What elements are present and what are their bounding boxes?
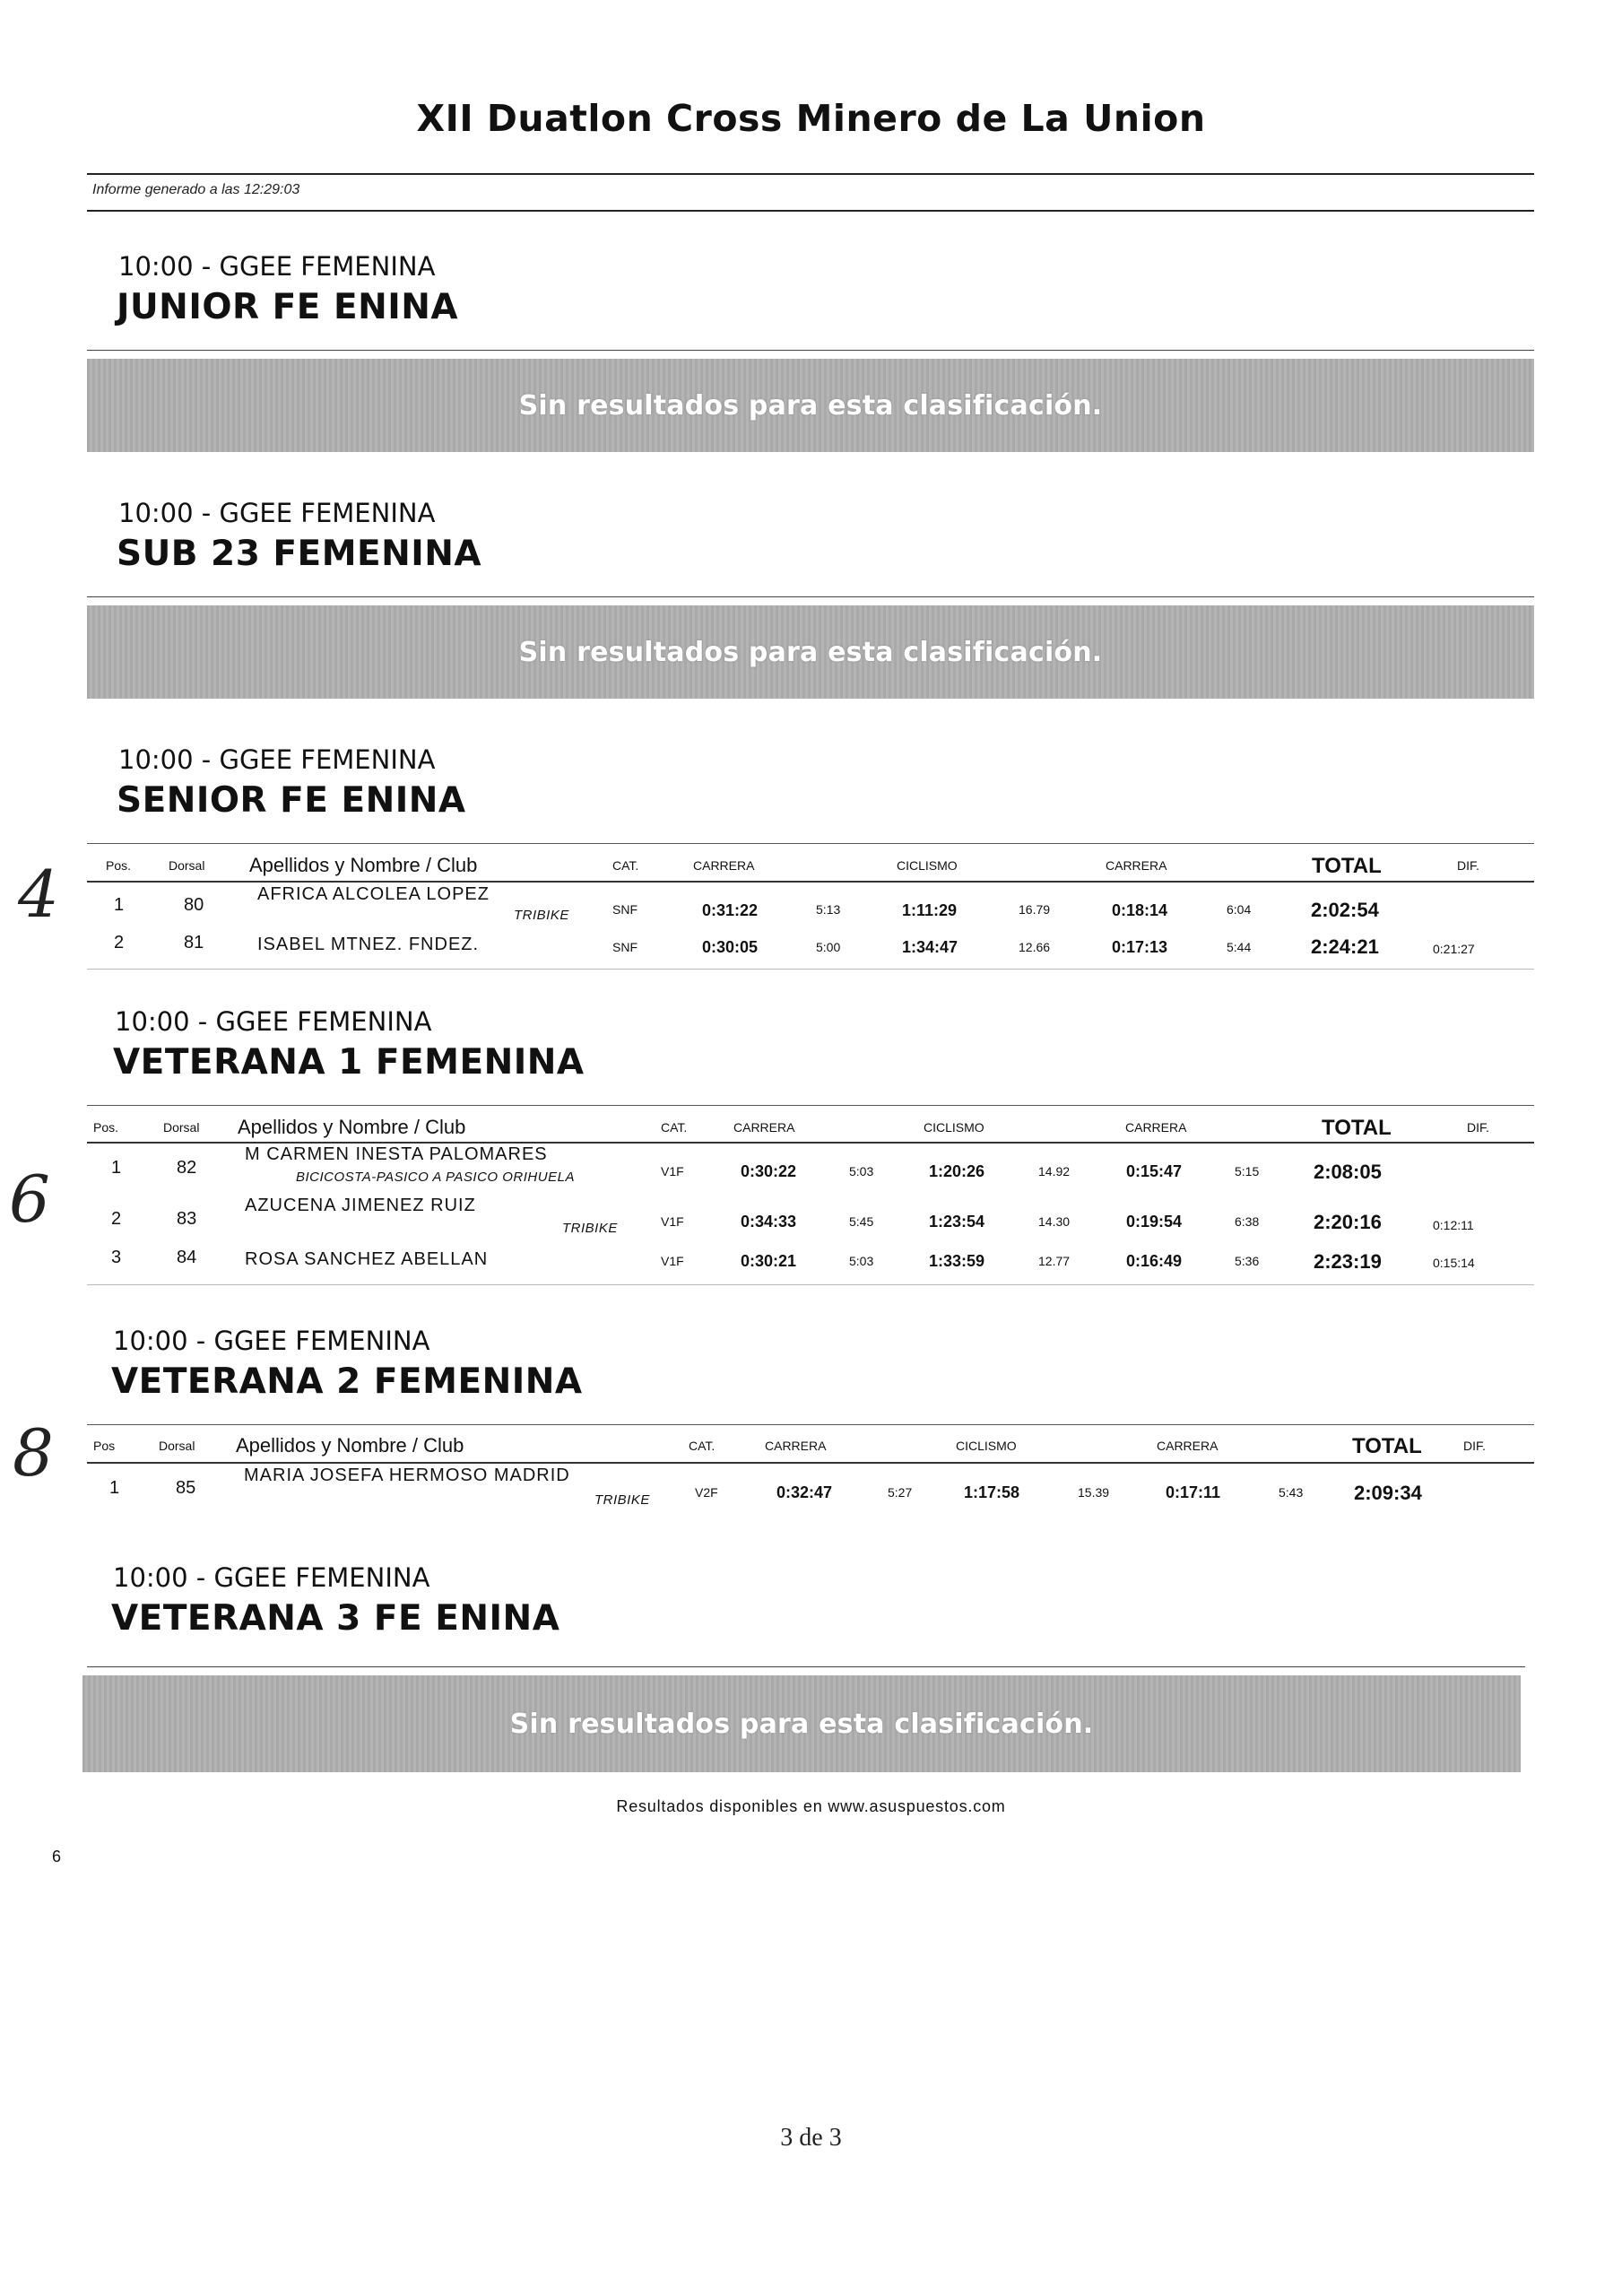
- section-title: VETERANA 2 FEMENINA: [111, 1361, 583, 1402]
- row-carrera2-pace: 5:43: [1279, 1485, 1304, 1500]
- col-name: Apellidos y Nombre / Club: [249, 854, 478, 876]
- col-carrera1: CARRERA: [733, 1120, 795, 1135]
- row-pos: 2: [111, 1209, 122, 1229]
- row-carrera2: 0:16:49: [1126, 1252, 1183, 1270]
- table-bottom-rule: [87, 1284, 1534, 1285]
- row-dorsal: 82: [177, 1158, 197, 1178]
- row-carrera1-pace: 5:03: [849, 1254, 874, 1268]
- col-cat: CAT.: [612, 858, 639, 873]
- handwritten-mark: 6: [9, 1161, 50, 1237]
- row-carrera2-pace: 5:15: [1235, 1164, 1260, 1178]
- row-dorsal: 80: [184, 895, 204, 915]
- row-pos: 2: [114, 933, 125, 952]
- row-cat: SNF: [612, 902, 638, 917]
- section-subtitle: 10:00 - GGEE FEMENINA: [118, 744, 436, 775]
- section-subtitle: 10:00 - GGEE FEMENINA: [113, 1562, 430, 1593]
- row-carrera1-pace: 5:27: [888, 1485, 913, 1500]
- row-carrera2: 0:17:13: [1112, 938, 1168, 956]
- table-header-rule: [87, 1462, 1534, 1464]
- row-cat: V1F: [661, 1164, 684, 1178]
- row-carrera2-pace: 5:44: [1227, 940, 1252, 954]
- col-dif: DIF.: [1467, 1120, 1489, 1135]
- table-header-rule: [87, 1142, 1534, 1144]
- col-dorsal: Dorsal: [163, 1120, 200, 1135]
- row-cat: V1F: [661, 1254, 684, 1268]
- row-club: TRIBIKE: [514, 908, 569, 923]
- col-carrera1: CARRERA: [765, 1439, 827, 1453]
- col-pos: Pos.: [93, 1120, 119, 1135]
- row-cat: V2F: [695, 1485, 718, 1500]
- row-total: 2:24:21: [1311, 935, 1379, 958]
- row-dorsal: 85: [176, 1478, 196, 1498]
- row-total: 2:08:05: [1314, 1161, 1382, 1183]
- col-dif: DIF.: [1463, 1439, 1486, 1453]
- row-carrera2-pace: 6:38: [1235, 1214, 1260, 1229]
- row-carrera2-pace: 6:04: [1227, 902, 1252, 917]
- col-dorsal: Dorsal: [159, 1439, 195, 1453]
- row-ciclismo-speed: 12.66: [1019, 940, 1051, 954]
- title-rule: [87, 173, 1534, 175]
- section-rule: [87, 1666, 1525, 1667]
- section-title: VETERANA 1 FEMENINA: [113, 1042, 585, 1083]
- row-dorsal: 83: [177, 1209, 197, 1229]
- col-name: Apellidos y Nombre / Club: [236, 1434, 464, 1457]
- handwritten-mark: 4: [18, 857, 59, 932]
- no-results-banner: Sin resultados para esta clasificación.: [87, 359, 1534, 452]
- col-cat: CAT.: [689, 1439, 716, 1453]
- col-ciclismo: CICLISMO: [924, 1120, 984, 1135]
- row-name: MARIA JOSEFA HERMOSO MADRID: [244, 1465, 570, 1485]
- table-top-rule: [87, 843, 1534, 844]
- row-total: 2:09:34: [1354, 1482, 1422, 1504]
- row-carrera1: 0:30:05: [702, 938, 759, 956]
- row-cat: SNF: [612, 940, 638, 954]
- col-total: TOTAL: [1312, 854, 1382, 878]
- col-dorsal: Dorsal: [169, 858, 205, 873]
- row-carrera1-pace: 5:45: [849, 1214, 874, 1229]
- col-carrera2: CARRERA: [1106, 858, 1167, 873]
- col-carrera1: CARRERA: [693, 858, 755, 873]
- row-pos: 3: [111, 1248, 122, 1267]
- row-carrera2: 0:18:14: [1112, 901, 1168, 919]
- page-counter: 3 de 3: [780, 2124, 842, 2152]
- row-ciclismo-speed: 16.79: [1019, 902, 1051, 917]
- col-total: TOTAL: [1322, 1116, 1392, 1140]
- table-top-rule: [87, 1105, 1534, 1106]
- table-bottom-rule: [87, 969, 1534, 970]
- row-carrera2: 0:19:54: [1126, 1213, 1183, 1231]
- row-name: AZUCENA JIMENEZ RUIZ: [245, 1196, 476, 1215]
- row-name: AFRICA ALCOLEA LOPEZ: [257, 884, 490, 904]
- section-title: SUB 23 FEMENINA: [117, 534, 482, 574]
- row-carrera1: 0:34:33: [741, 1213, 797, 1231]
- row-dif: 0:12:11: [1433, 1218, 1474, 1232]
- row-carrera1-pace: 5:03: [849, 1164, 874, 1178]
- row-carrera2: 0:15:47: [1126, 1162, 1183, 1180]
- col-cat: CAT.: [661, 1120, 688, 1135]
- no-results-banner: Sin resultados para esta clasificación.: [82, 1675, 1521, 1772]
- section-title: JUNIOR FE ENINA: [117, 287, 459, 327]
- row-ciclismo: 1:11:29: [902, 901, 958, 919]
- section-subtitle: 10:00 - GGEE FEMENINA: [115, 1006, 432, 1037]
- handwritten-mark: 8: [13, 1415, 54, 1491]
- col-pos: Pos.: [106, 858, 132, 873]
- row-name: ROSA SANCHEZ ABELLAN: [245, 1249, 489, 1269]
- row-total: 2:20:16: [1314, 1211, 1382, 1233]
- row-cat: V1F: [661, 1214, 684, 1229]
- section-title: SENIOR FE ENINA: [117, 780, 466, 821]
- row-pos: 1: [109, 1478, 120, 1498]
- row-carrera2: 0:17:11: [1166, 1483, 1221, 1501]
- row-total: 2:02:54: [1311, 899, 1379, 921]
- row-dorsal: 84: [177, 1248, 197, 1267]
- row-pos: 1: [114, 895, 125, 915]
- col-pos: Pos: [93, 1439, 116, 1453]
- row-carrera1: 0:30:22: [741, 1162, 797, 1180]
- row-club: TRIBIKE: [562, 1221, 618, 1236]
- row-ciclismo: 1:20:26: [929, 1162, 985, 1180]
- row-carrera1-pace: 5:00: [816, 940, 841, 954]
- row-club: BICICOSTA-PASICO A PASICO ORIHUELA: [296, 1170, 575, 1185]
- footer-note: Resultados disponibles en www.asuspuestos.com: [616, 1797, 1006, 1815]
- section-subtitle: 10:00 - GGEE FEMENINA: [118, 498, 436, 528]
- section-rule: [87, 350, 1534, 351]
- row-ciclismo-speed: 14.30: [1038, 1214, 1071, 1229]
- row-club: TRIBIKE: [594, 1492, 650, 1508]
- row-name: ISABEL MTNEZ. FNDEZ.: [257, 935, 480, 954]
- row-total: 2:23:19: [1314, 1250, 1382, 1273]
- section-subtitle: 10:00 - GGEE FEMENINA: [118, 251, 436, 282]
- row-dif: 0:15:14: [1433, 1256, 1475, 1270]
- col-carrera2: CARRERA: [1157, 1439, 1219, 1453]
- table-header-rule: [87, 881, 1534, 883]
- section-rule: [87, 596, 1534, 597]
- row-pos: 1: [111, 1158, 122, 1178]
- no-results-banner: Sin resultados para esta clasificación.: [87, 605, 1534, 699]
- row-ciclismo: 1:33:59: [929, 1252, 985, 1270]
- table-top-rule: [87, 1424, 1534, 1425]
- page-number-left: 6: [52, 1848, 62, 1866]
- row-carrera2-pace: 5:36: [1235, 1254, 1260, 1268]
- col-name: Apellidos y Nombre / Club: [238, 1116, 466, 1138]
- section-title: VETERANA 3 FE ENINA: [111, 1598, 560, 1639]
- row-ciclismo: 1:23:54: [929, 1213, 985, 1231]
- col-total: TOTAL: [1352, 1434, 1422, 1458]
- row-carrera1: 0:32:47: [776, 1483, 833, 1501]
- row-ciclismo: 1:34:47: [902, 938, 958, 956]
- row-ciclismo: 1:17:58: [964, 1483, 1020, 1501]
- row-dif: 0:21:27: [1433, 942, 1475, 956]
- row-name: M CARMEN INESTA PALOMARES: [245, 1144, 548, 1164]
- col-dif: DIF.: [1457, 858, 1479, 873]
- row-carrera1: 0:30:21: [741, 1252, 797, 1270]
- col-ciclismo: CICLISMO: [897, 858, 958, 873]
- document-title: XII Duatlon Cross Minero de La Union: [416, 97, 1206, 140]
- section-subtitle: 10:00 - GGEE FEMENINA: [113, 1326, 430, 1356]
- row-carrera1: 0:31:22: [702, 901, 759, 919]
- col-ciclismo: CICLISMO: [956, 1439, 1017, 1453]
- row-ciclismo-speed: 12.77: [1038, 1254, 1071, 1268]
- row-ciclismo-speed: 14.92: [1038, 1164, 1071, 1178]
- row-ciclismo-speed: 15.39: [1078, 1485, 1110, 1500]
- col-carrera2: CARRERA: [1125, 1120, 1187, 1135]
- row-carrera1-pace: 5:13: [816, 902, 841, 917]
- row-dorsal: 81: [184, 933, 204, 952]
- header-rule: [87, 210, 1534, 212]
- report-time: Informe generado a las 12:29:03: [92, 182, 300, 197]
